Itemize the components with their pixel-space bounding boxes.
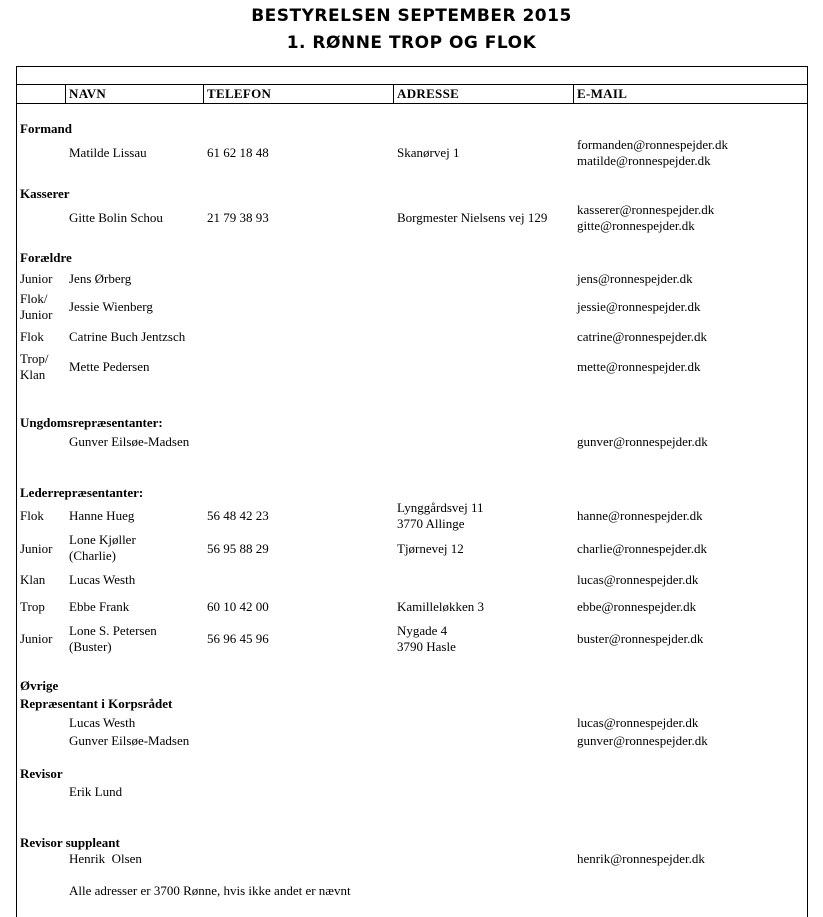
- kasserer-email-1: kasserer@ronnespejder.dk: [577, 202, 715, 217]
- header-divider: [65, 84, 66, 103]
- table-rule: [16, 103, 807, 104]
- leder-email: hanne@ronnespejder.dk: [577, 508, 703, 523]
- korps-email: gunver@ronnespejder.dk: [577, 733, 708, 748]
- leder-name-line2: (Buster): [69, 639, 112, 654]
- leder-address-line2: 3790 Hasle: [397, 639, 456, 654]
- korps-name: Lucas Westh: [69, 715, 136, 730]
- suppleant-name: Henrik Olsen: [69, 851, 142, 866]
- suppleant-email: henrik@ronnespejder.dk: [577, 851, 705, 866]
- section-kasserer: Kasserer: [20, 186, 70, 201]
- kasserer-address: Borgmester Nielsens vej 129: [397, 210, 548, 225]
- kasserer-email-2: gitte@ronnespejder.dk: [577, 218, 695, 233]
- foraeldre-email: jens@ronnespejder.dk: [577, 271, 693, 286]
- foraeldre-role: Flok: [20, 329, 44, 344]
- leder-address: Nygade 4: [397, 623, 448, 638]
- footer-note: Alle adresser er 3700 Rønne, hvis ikke andet er nævnt: [69, 883, 351, 898]
- formand-name: Matilde Lissau: [69, 145, 147, 160]
- section-ovrige: Øvrige: [20, 678, 59, 693]
- korps-email: lucas@ronnespejder.dk: [577, 715, 699, 730]
- leder-role: Junior: [20, 631, 53, 646]
- header-divider: [203, 84, 204, 103]
- section-formand: Formand: [20, 121, 72, 136]
- foraeldre-role: Trop/: [20, 351, 49, 366]
- document-subtitle: 1. RØNNE TROP OG FLOK: [286, 33, 537, 53]
- foraeldre-email: mette@ronnespejder.dk: [577, 359, 701, 374]
- leder-name: Lone Kjøller: [69, 532, 136, 547]
- section-revisor: Revisor: [20, 766, 63, 781]
- leder-address: Lynggårdsvej 11: [397, 500, 484, 515]
- leder-name: Lucas Westh: [69, 572, 136, 587]
- formand-email-1: formanden@ronnespejder.dk: [577, 137, 728, 152]
- leder-role: Trop: [20, 599, 45, 614]
- leder-email: buster@ronnespejder.dk: [577, 631, 704, 646]
- leder-name: Ebbe Frank: [69, 599, 130, 614]
- foraeldre-name: Mette Pedersen: [69, 359, 150, 374]
- leder-name: Lone S. Petersen: [69, 623, 157, 638]
- section-revisor-suppleant: Revisor suppleant: [20, 835, 120, 850]
- foraeldre-name: Catrine Buch Jentzsch: [69, 329, 186, 344]
- foraeldre-role-line2: Junior: [20, 307, 53, 322]
- ungdom-email: gunver@ronnespejder.dk: [577, 434, 708, 449]
- header-divider: [393, 84, 394, 103]
- leder-phone: 60 10 42 00: [207, 599, 269, 614]
- section-korpsraadet: Repræsentant i Korpsrådet: [20, 696, 173, 711]
- leder-address: Kamilleløkken 3: [397, 599, 485, 614]
- formand-phone: 61 62 18 48: [207, 145, 269, 160]
- leder-phone: 56 48 42 23: [207, 508, 269, 523]
- leder-role: Klan: [20, 572, 46, 587]
- korps-name: Gunver Eilsøe-Madsen: [69, 733, 190, 748]
- revisor-name: Erik Lund: [69, 784, 123, 799]
- foraeldre-name: Jens Ørberg: [69, 271, 132, 286]
- column-header-email: E-MAIL: [577, 86, 628, 101]
- leder-phone: 56 96 45 96: [207, 631, 269, 646]
- column-header-adresse: ADRESSE: [397, 86, 460, 101]
- leder-email: charlie@ronnespejder.dk: [577, 541, 708, 556]
- column-header-navn: NAVN: [69, 86, 107, 101]
- formand-email-2: matilde@ronnespejder.dk: [577, 153, 711, 168]
- kasserer-name: Gitte Bolin Schou: [69, 210, 163, 225]
- kasserer-phone: 21 79 38 93: [207, 210, 269, 225]
- foraeldre-name: Jessie Wienberg: [69, 299, 153, 314]
- leder-name-line2: (Charlie): [69, 548, 116, 563]
- table-rule: [16, 84, 807, 85]
- header-divider: [573, 84, 574, 103]
- leder-phone: 56 95 88 29: [207, 541, 269, 556]
- leder-role: Junior: [20, 541, 53, 556]
- formand-address: Skanørvej 1: [397, 145, 460, 160]
- leder-role: Flok: [20, 508, 44, 523]
- foraeldre-role: Flok/: [20, 291, 48, 306]
- column-header-telefon: TELEFON: [207, 86, 272, 101]
- leder-name: Hanne Hueg: [69, 508, 135, 523]
- foraeldre-email: jessie@ronnespejder.dk: [577, 299, 701, 314]
- leder-address-line2: 3770 Allinge: [397, 516, 465, 531]
- foraeldre-role-line2: Klan: [20, 367, 46, 382]
- leder-email: ebbe@ronnespejder.dk: [577, 599, 697, 614]
- leder-address: Tjørnevej 12: [397, 541, 464, 556]
- ungdom-name: Gunver Eilsøe-Madsen: [69, 434, 190, 449]
- document-title: BESTYRELSEN SEPTEMBER 2015: [251, 6, 572, 26]
- section-leder: Lederrepræsentanter:: [20, 485, 144, 500]
- leder-email: lucas@ronnespejder.dk: [577, 572, 699, 587]
- foraeldre-role: Junior: [20, 271, 53, 286]
- foraeldre-email: catrine@ronnespejder.dk: [577, 329, 708, 344]
- section-foraeldre: Forældre: [20, 250, 72, 265]
- section-ungdom: Ungdomsrepræsentanter:: [20, 415, 163, 430]
